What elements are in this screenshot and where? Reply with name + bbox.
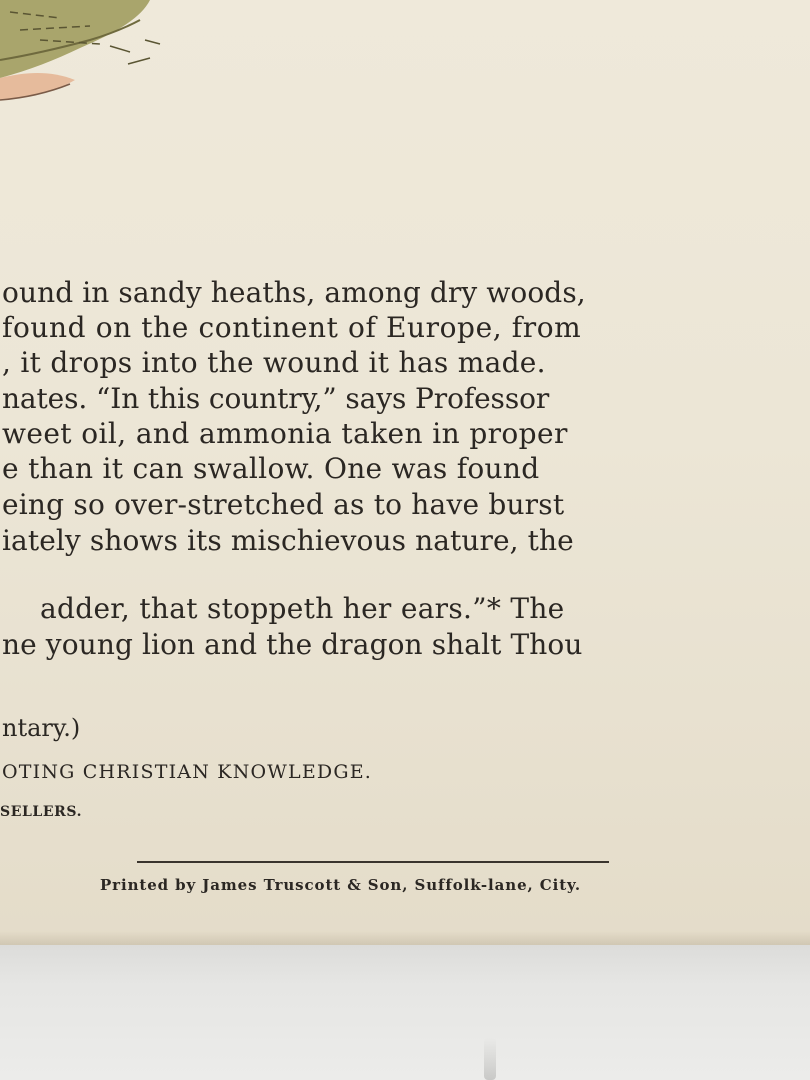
body-line: found on the continent of Europe, from bbox=[2, 311, 582, 344]
body-line: eing so over-stretched as to have burst bbox=[2, 488, 565, 521]
body-line: ne young lion and the dragon shalt Thou bbox=[2, 628, 583, 661]
booksellers-imprint: SELLERS. bbox=[0, 804, 83, 820]
divider-rule bbox=[137, 861, 609, 863]
body-line: e than it can swallow. One was found bbox=[2, 452, 540, 485]
table-mark bbox=[484, 1038, 496, 1080]
snake-illustration-fragment bbox=[0, 0, 200, 110]
body-line: ound in sandy heaths, among dry woods, bbox=[2, 276, 586, 309]
body-line: weet oil, and ammonia taken in proper bbox=[2, 417, 568, 450]
body-line: nates. “In this country,” says Professor bbox=[2, 382, 550, 415]
society-imprint: OTING CHRISTIAN KNOWLEDGE. bbox=[2, 761, 373, 783]
commentary-note: ntary.) bbox=[2, 714, 81, 742]
body-line: , it drops into the wound it has made. bbox=[2, 346, 546, 379]
body-line: adder, that stoppeth her ears.”* The bbox=[40, 592, 565, 625]
body-line: iately shows its mischievous nature, the bbox=[2, 524, 574, 557]
printer-credit: Printed by James Truscott & Son, Suffolk-lane, City. bbox=[100, 876, 582, 894]
table-surface bbox=[0, 945, 810, 1080]
